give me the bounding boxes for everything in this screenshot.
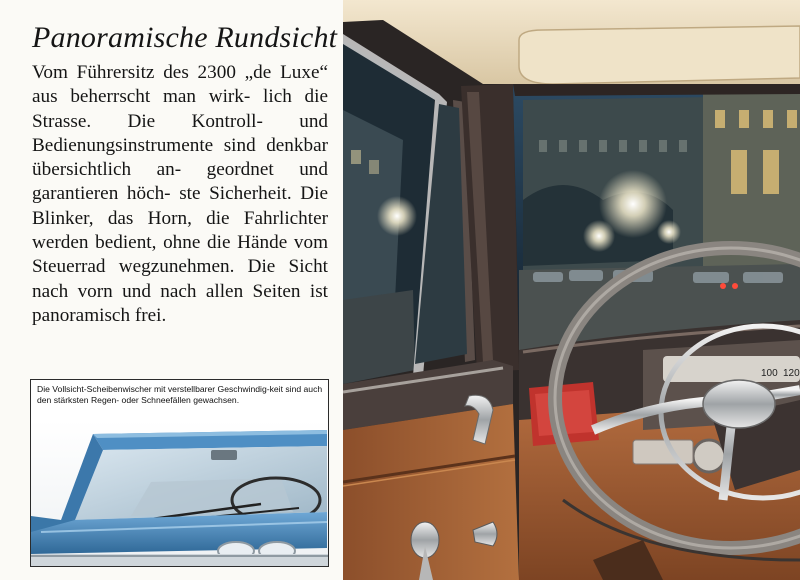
body-line: Luxe“ aus beherrscht man wirk- xyxy=(32,62,329,108)
page-heading: Panoramische Rundsicht xyxy=(32,21,338,54)
body-line: geordnet und garantieren höch- xyxy=(32,159,328,205)
body-line: Seiten ist panoramisch frei. xyxy=(32,280,329,326)
interior-photo xyxy=(343,0,800,580)
body-line: Horn, die Fahrlichter werden xyxy=(32,207,328,254)
body-line: lich die Strasse. Die Kontroll- xyxy=(32,86,328,132)
body-paragraph xyxy=(32,61,328,328)
speedometer-label: 100 xyxy=(761,368,778,379)
body-line: bedient, ohne die Hände vom xyxy=(95,232,329,254)
speedometer-label: 120 xyxy=(783,368,800,379)
body-line: Sicht nach vorn und nach allen xyxy=(32,256,328,302)
body-line: ste Sicherheit. Die Blinker, das xyxy=(32,183,328,229)
inset-figure xyxy=(30,379,329,567)
text-column xyxy=(0,0,343,580)
body-line: Steuerrad wegzunehmen. Die xyxy=(32,256,276,278)
body-line: sind denkbar übersichtlich an- xyxy=(32,134,328,181)
inset-car-photo xyxy=(31,420,328,566)
body-line: und Bedienungsinstrumente xyxy=(32,110,328,156)
body-line: Vom Führersitz des 2300 „de xyxy=(32,62,272,83)
inset-caption: Die Vollsicht-Scheibenwischer mit verstellbarer Geschwindig-keit sind auch den stärksten Regen- oder Schneefällen gewachsen. xyxy=(37,384,323,405)
